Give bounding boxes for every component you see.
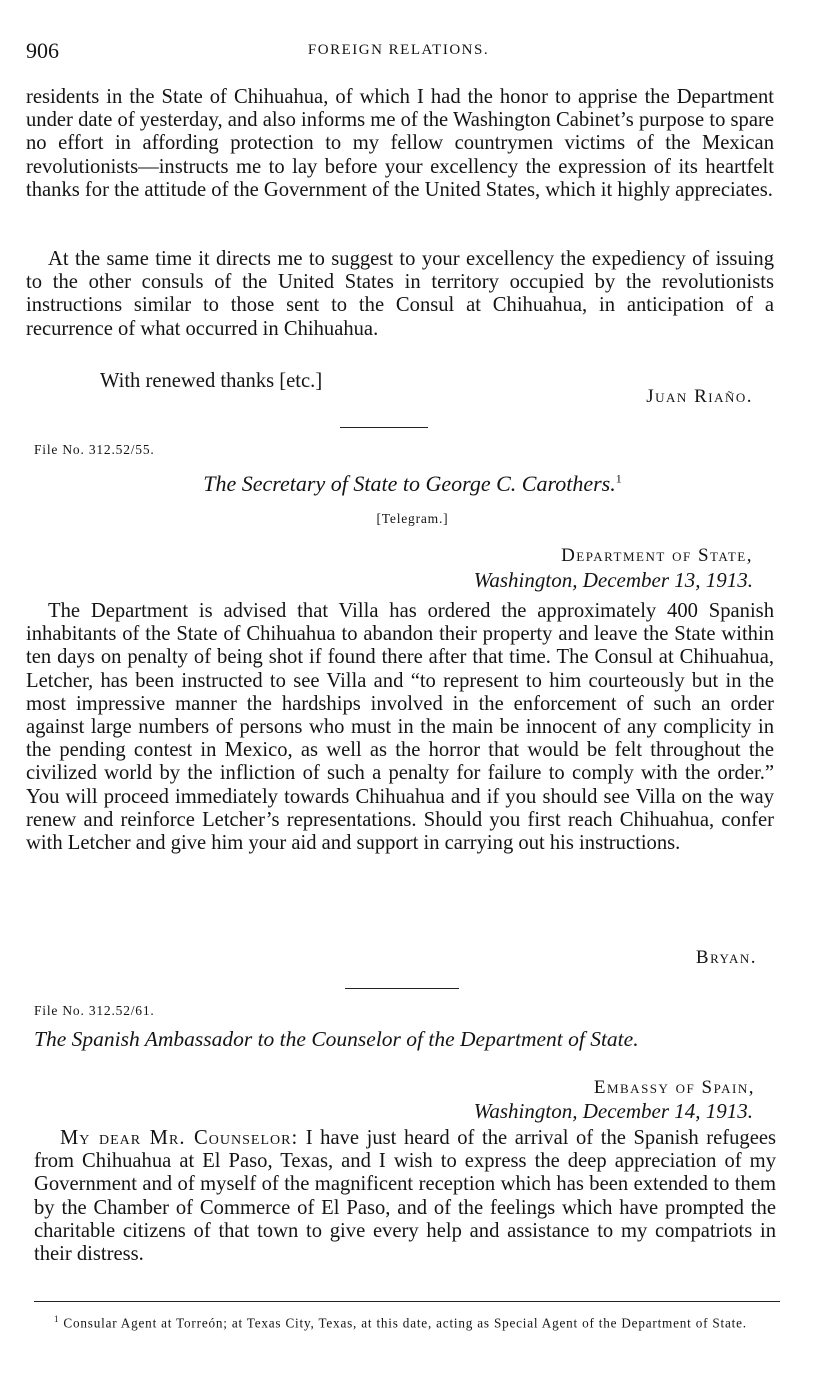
doc3-file-number: File No. 312.52/61. bbox=[34, 1003, 155, 1018]
section-divider-2 bbox=[345, 988, 459, 989]
doc3-body-text: I have just heard of the arrival of the Spanish refugees from Chihuahua at El Paso, Texas, and I wish to express the deep appreciation of my Government and of myself of the magnificent reception which has been extended to them by the Chamber of Commerce of El Paso, and of the feelings which have prompted the charitable citizens of that town to give every help and assistance to my compatriots in their distress. bbox=[34, 1127, 776, 1266]
doc2-footnote-ref: 1 bbox=[615, 471, 622, 486]
page-header bbox=[26, 38, 771, 66]
doc3-salutation: My dear Mr. Counselor: bbox=[60, 1127, 299, 1149]
doc3-title: The Spanish Ambassador to the Counselor of the Department of State. bbox=[34, 1027, 639, 1051]
footnote bbox=[34, 1311, 779, 1331]
doc3-dateline-org: Embassy of Spain, bbox=[593, 1077, 755, 1098]
footnote-rule bbox=[34, 1301, 780, 1302]
doc2-title bbox=[0, 471, 825, 497]
doc3-dateline-place: Washington, December 14, 1913. bbox=[473, 1099, 753, 1123]
page-number: 906 bbox=[26, 38, 59, 63]
doc2-file-number: File No. 312.52/55. bbox=[34, 442, 155, 457]
doc1-paragraph-2: At the same time it directs me to suggest to your excellency the expediency of issuing to the other consuls of the United States in territory occupied by the revolutionists instructions similar to those sent to the Consul at Chihuahua, in anticipation of a recurrence of what occurred in Chihuahua. bbox=[26, 248, 774, 340]
doc1-signature: Juan Riaño. bbox=[646, 386, 753, 407]
doc2-telegram-label: [Telegram.] bbox=[376, 511, 449, 526]
footnote-marker: 1 bbox=[54, 1314, 60, 1324]
doc2-signature: Bryan. bbox=[695, 947, 757, 968]
doc2-dateline-org: Department of State, bbox=[561, 545, 753, 566]
section-divider-1 bbox=[340, 427, 428, 428]
doc2-body: The Department is advised that Villa has ordered the approximately 400 Spanish inhabitants of the State of Chihuahua to abandon their property and leave the State within ten days on penalty of being shot if found there after that time. The Consul at Chihuahua, Letcher, has been instructed to see Villa and “to represent to him courteously but in the most impressive manner the hardships involved in the enforcement of such an order against large numbers of persons who must in the main be innocent of any complicity in the pending contest in Mexico, as well as the horror that would be felt throughout the civilized world by the infliction of such a penalty for failure to comply with the order.” You will proceed immediately towards Chihuahua and if you should see Villa on the way renew and reinforce Letcher’s representations. Should you first reach Chihuahua, confer with Letcher and give him your aid and support in carrying out his instructions. bbox=[26, 600, 774, 855]
doc2-dateline-place: Washington, December 13, 1913. bbox=[473, 568, 753, 592]
doc1-paragraph-1: residents in the State of Chihuahua, of which I had the honor to apprise the Department under date of yesterday, and also informs me of the Washington Cabinet’s purpose to spare no effort in affording protection to my fellow countrymen victims of the Mexican revolutionists—instructs me to lay before your excellency the expression of its heartfelt thanks for the attitude of the Government of the United States, which it highly appreciates. bbox=[26, 86, 774, 201]
doc1-closing: With renewed thanks [etc.] bbox=[100, 370, 323, 392]
footnote-text: Consular Agent at Torreón; at Texas City, Texas, at this date, acting as Special Agent of the Department of State. bbox=[63, 1315, 747, 1331]
doc2-title-text: The Secretary of State to George C. Carothers. bbox=[203, 471, 616, 496]
doc3-body bbox=[34, 1127, 776, 1266]
running-head: FOREIGN RELATIONS. bbox=[307, 42, 490, 58]
